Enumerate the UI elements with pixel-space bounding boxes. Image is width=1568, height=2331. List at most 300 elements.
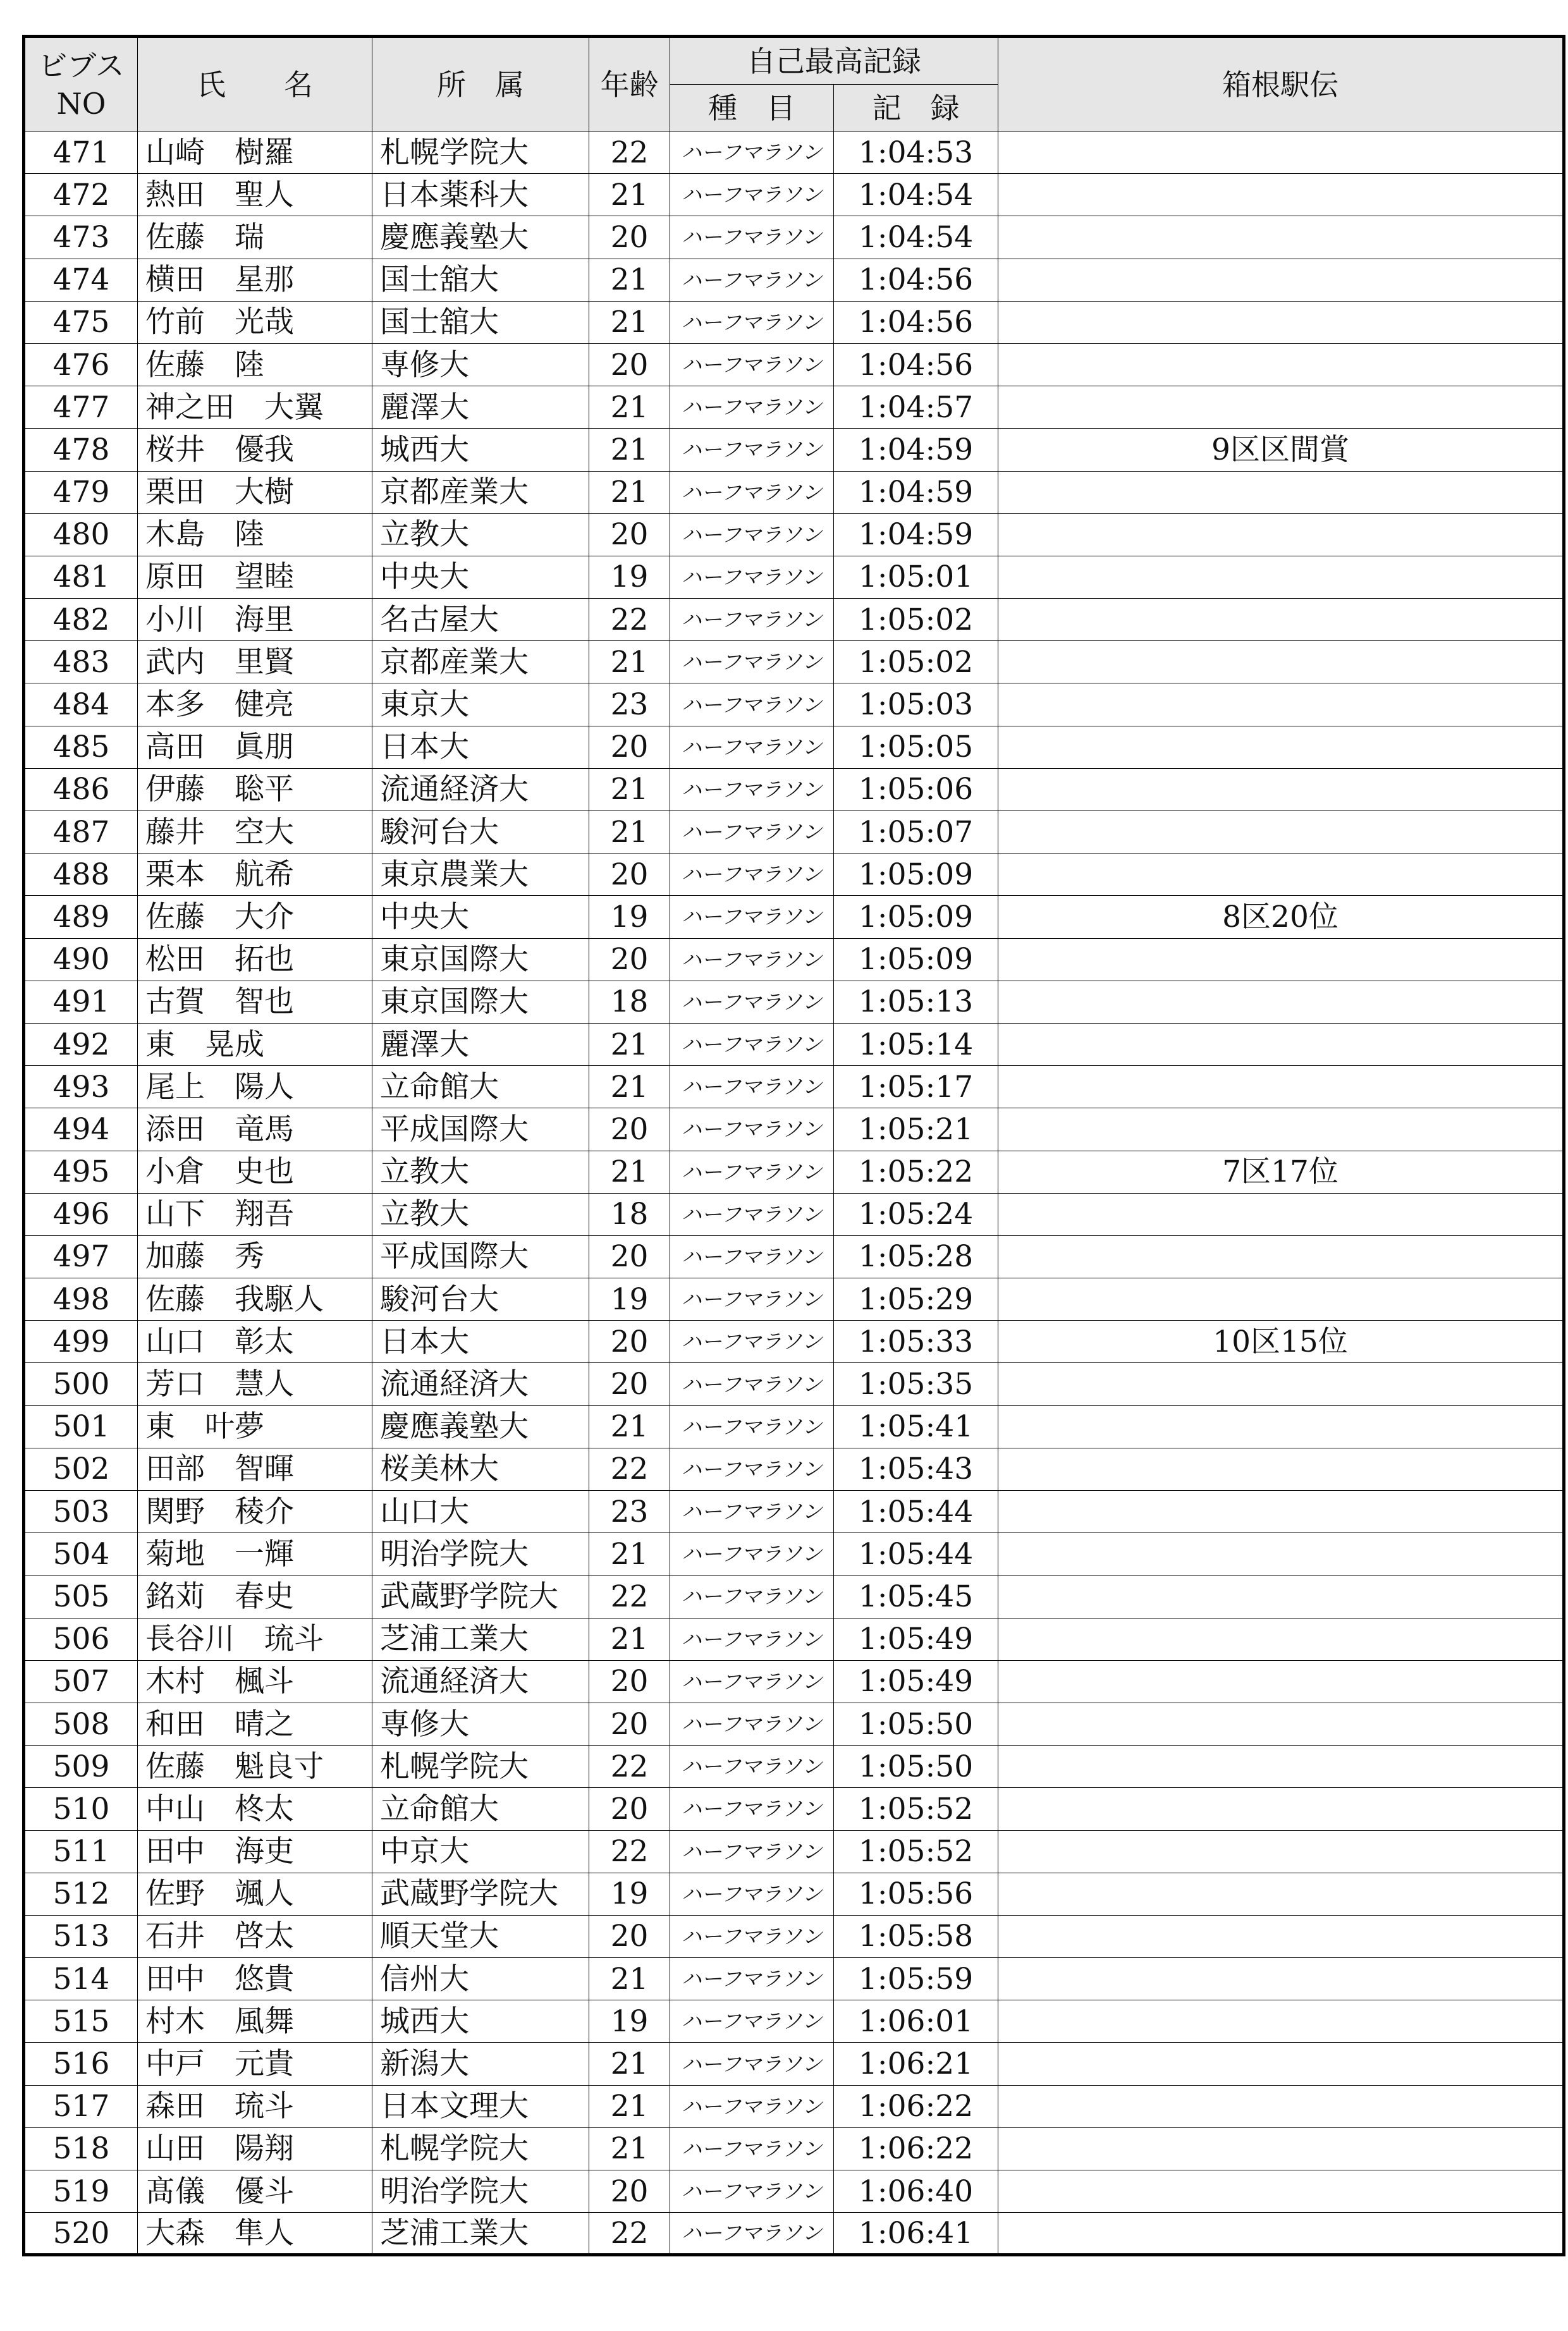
runner-affiliation: 流通経済大 — [372, 1660, 589, 1703]
table-row — [24, 513, 1564, 556]
runner-name: 芳口 慧人 — [138, 1363, 372, 1405]
bib-number: 495 — [24, 1151, 138, 1193]
runner-name: 藤井 空大 — [138, 811, 372, 853]
runner-name: 尾上 陽人 — [138, 1066, 372, 1108]
best-record-time: 1:05:50 — [834, 1703, 998, 1745]
bib-number: 489 — [24, 896, 138, 938]
best-record-event: ハーフマラソン — [670, 1618, 834, 1660]
table-row — [24, 2000, 1564, 2043]
table-row — [24, 1405, 1564, 1448]
bib-number: 507 — [24, 1660, 138, 1703]
runner-name: 佐藤 我駆人 — [138, 1278, 372, 1321]
bib-number: 479 — [24, 471, 138, 513]
table-row — [24, 1023, 1564, 1065]
bib-number: 517 — [24, 2085, 138, 2127]
best-record-time: 1:05:24 — [834, 1193, 998, 1235]
table-row — [24, 1278, 1564, 1321]
runner-affiliation: 順天堂大 — [372, 1915, 589, 1957]
bib-number: 483 — [24, 641, 138, 683]
runner-name: 添田 竜馬 — [138, 1108, 372, 1151]
hakone-result — [998, 132, 1564, 174]
runner-affiliation: 城西大 — [372, 2000, 589, 2043]
header-name: 氏 名 — [138, 37, 372, 132]
best-record-time: 1:06:01 — [834, 2000, 998, 2043]
runner-age: 21 — [589, 2127, 670, 2170]
runner-affiliation: 札幌学院大 — [372, 2127, 589, 2170]
runner-age: 19 — [589, 556, 670, 598]
table-row — [24, 2043, 1564, 2085]
runner-age: 19 — [589, 1873, 670, 1915]
table-row — [24, 1193, 1564, 1235]
best-record-time: 1:05:03 — [834, 683, 998, 726]
bib-number: 492 — [24, 1023, 138, 1065]
runner-affiliation: 山口大 — [372, 1491, 589, 1533]
runner-name: 竹前 光哉 — [138, 301, 372, 343]
table-row — [24, 1660, 1564, 1703]
runner-affiliation: 専修大 — [372, 343, 589, 386]
runner-affiliation: 立命館大 — [372, 1788, 589, 1830]
hakone-result — [998, 386, 1564, 429]
hakone-result — [998, 1193, 1564, 1235]
runner-affiliation: 芝浦工業大 — [372, 2213, 589, 2255]
hakone-result — [998, 1788, 1564, 1830]
bib-number: 506 — [24, 1618, 138, 1660]
runner-affiliation: 信州大 — [372, 1958, 589, 2000]
runner-name: 山口 彰太 — [138, 1321, 372, 1363]
table-row — [24, 2213, 1564, 2255]
header-no-label: NO — [56, 86, 106, 121]
hakone-result — [998, 599, 1564, 641]
runner-age: 20 — [589, 853, 670, 896]
hakone-result — [998, 1575, 1564, 1618]
runner-affiliation: 日本薬科大 — [372, 174, 589, 216]
hakone-result: 8区20位 — [998, 896, 1564, 938]
best-record-time: 1:05:21 — [834, 1108, 998, 1151]
runner-name: 山田 陽翔 — [138, 2127, 372, 2170]
runner-name: 松田 拓也 — [138, 938, 372, 981]
runner-affiliation: 麗澤大 — [372, 1023, 589, 1065]
bib-number: 519 — [24, 2170, 138, 2213]
bib-number: 481 — [24, 556, 138, 598]
runner-affiliation: 中央大 — [372, 896, 589, 938]
best-record-event: ハーフマラソン — [670, 981, 834, 1023]
best-record-time: 1:05:29 — [834, 1278, 998, 1321]
best-record-event: ハーフマラソン — [670, 1660, 834, 1703]
runner-affiliation: 東京農業大 — [372, 853, 589, 896]
runner-affiliation: 武蔵野学院大 — [372, 1575, 589, 1618]
best-record-event: ハーフマラソン — [670, 301, 834, 343]
best-record-event: ハーフマラソン — [670, 1746, 834, 1788]
table-row — [24, 938, 1564, 981]
table-row — [24, 556, 1564, 598]
hakone-result — [998, 1915, 1564, 1957]
runner-name: 古賀 智也 — [138, 981, 372, 1023]
best-record-time: 1:05:13 — [834, 981, 998, 1023]
best-record-event: ハーフマラソン — [670, 1151, 834, 1193]
runner-age: 21 — [589, 641, 670, 683]
header-age: 年齢 — [589, 37, 670, 132]
bib-number: 471 — [24, 132, 138, 174]
best-record-time: 1:04:57 — [834, 386, 998, 429]
runner-affiliation: 芝浦工業大 — [372, 1618, 589, 1660]
runner-affiliation: 立教大 — [372, 1193, 589, 1235]
bib-number: 494 — [24, 1108, 138, 1151]
best-record-event: ハーフマラソン — [670, 2127, 834, 2170]
bib-number: 520 — [24, 2213, 138, 2255]
best-record-time: 1:05:05 — [834, 726, 998, 768]
table-row — [24, 1873, 1564, 1915]
runner-name: 佐藤 大介 — [138, 896, 372, 938]
hakone-result — [998, 726, 1564, 768]
runner-name: 石井 啓太 — [138, 1915, 372, 1957]
best-record-event: ハーフマラソン — [670, 2000, 834, 2043]
runner-affiliation: 専修大 — [372, 1703, 589, 1745]
bib-number: 498 — [24, 1278, 138, 1321]
runner-affiliation: 立教大 — [372, 1151, 589, 1193]
runner-age: 20 — [589, 1363, 670, 1405]
runner-affiliation: 東京国際大 — [372, 938, 589, 981]
table-row — [24, 471, 1564, 513]
hakone-result — [998, 301, 1564, 343]
hakone-result — [998, 1958, 1564, 2000]
hakone-result — [998, 1746, 1564, 1788]
runner-name: 熱田 聖人 — [138, 174, 372, 216]
best-record-time: 1:04:56 — [834, 343, 998, 386]
best-record-event: ハーフマラソン — [670, 1321, 834, 1363]
best-record-time: 1:04:54 — [834, 174, 998, 216]
runner-name: 高田 眞朋 — [138, 726, 372, 768]
best-record-time: 1:05:50 — [834, 1746, 998, 1788]
bib-number: 475 — [24, 301, 138, 343]
hakone-result — [998, 216, 1564, 259]
hakone-result — [998, 1363, 1564, 1405]
runner-affiliation: 日本文理大 — [372, 2085, 589, 2127]
best-record-time: 1:05:28 — [834, 1235, 998, 1278]
table-row — [24, 343, 1564, 386]
best-record-time: 1:04:54 — [834, 216, 998, 259]
runner-name: 長谷川 琉斗 — [138, 1618, 372, 1660]
best-record-time: 1:06:41 — [834, 2213, 998, 2255]
best-record-time: 1:04:59 — [834, 513, 998, 556]
runner-affiliation: 平成国際大 — [372, 1235, 589, 1278]
best-record-event: ハーフマラソン — [670, 386, 834, 429]
best-record-event: ハーフマラソン — [670, 1491, 834, 1533]
runner-name: 関野 稜介 — [138, 1491, 372, 1533]
bib-number: 502 — [24, 1448, 138, 1490]
hakone-result — [998, 768, 1564, 811]
runner-name: 木村 楓斗 — [138, 1660, 372, 1703]
best-record-event: ハーフマラソン — [670, 1405, 834, 1448]
runner-name: 武内 里賢 — [138, 641, 372, 683]
table-row — [24, 259, 1564, 301]
best-record-time: 1:05:17 — [834, 1066, 998, 1108]
runner-name: 山下 翔吾 — [138, 1193, 372, 1235]
runner-name: 栗田 大樹 — [138, 471, 372, 513]
runner-affiliation: 麗澤大 — [372, 386, 589, 429]
hakone-result — [998, 641, 1564, 683]
best-record-event: ハーフマラソン — [670, 1703, 834, 1745]
runner-age: 22 — [589, 2213, 670, 2255]
best-record-time: 1:04:56 — [834, 259, 998, 301]
table-row — [24, 853, 1564, 896]
runner-age: 18 — [589, 1193, 670, 1235]
table-row — [24, 1491, 1564, 1533]
runner-name: 佐野 颯人 — [138, 1873, 372, 1915]
runner-affiliation: 中京大 — [372, 1830, 589, 1873]
runner-age: 21 — [589, 259, 670, 301]
runner-name: 大森 隼人 — [138, 2213, 372, 2255]
best-record-time: 1:05:01 — [834, 556, 998, 598]
best-record-event: ハーフマラソン — [670, 641, 834, 683]
bib-number: 504 — [24, 1533, 138, 1575]
table-row — [24, 1788, 1564, 1830]
best-record-event: ハーフマラソン — [670, 132, 834, 174]
bib-number: 510 — [24, 1788, 138, 1830]
header-bib-no — [24, 37, 138, 132]
runner-affiliation: 平成国際大 — [372, 1108, 589, 1151]
best-record-event: ハーフマラソン — [670, 1193, 834, 1235]
table-row — [24, 429, 1564, 471]
hakone-result — [998, 513, 1564, 556]
bib-number: 509 — [24, 1746, 138, 1788]
bib-number: 482 — [24, 599, 138, 641]
runner-age: 20 — [589, 343, 670, 386]
runner-age: 20 — [589, 2170, 670, 2213]
runner-age: 21 — [589, 1405, 670, 1448]
runner-age: 21 — [589, 429, 670, 471]
runner-age: 21 — [589, 1958, 670, 2000]
hakone-result — [998, 1278, 1564, 1321]
best-record-event: ハーフマラソン — [670, 1108, 834, 1151]
runner-affiliation: 桜美林大 — [372, 1448, 589, 1490]
best-record-time: 1:05:44 — [834, 1491, 998, 1533]
runner-age: 21 — [589, 301, 670, 343]
hakone-result — [998, 1533, 1564, 1575]
entry-list-table — [22, 35, 1565, 2256]
table-row — [24, 1533, 1564, 1575]
best-record-event: ハーフマラソン — [670, 429, 834, 471]
best-record-event: ハーフマラソン — [670, 471, 834, 513]
runner-age: 21 — [589, 386, 670, 429]
best-record-event: ハーフマラソン — [670, 683, 834, 726]
bib-number: 474 — [24, 259, 138, 301]
runner-age: 22 — [589, 1830, 670, 1873]
hakone-result — [998, 1405, 1564, 1448]
runner-name: 田中 悠貴 — [138, 1958, 372, 2000]
bib-number: 476 — [24, 343, 138, 386]
hakone-result — [998, 1618, 1564, 1660]
best-record-event: ハーフマラソン — [670, 938, 834, 981]
runner-affiliation: 明治学院大 — [372, 1533, 589, 1575]
best-record-time: 1:05:33 — [834, 1321, 998, 1363]
table-row — [24, 726, 1564, 768]
best-record-event: ハーフマラソン — [670, 726, 834, 768]
hakone-result — [998, 938, 1564, 981]
table-row — [24, 1915, 1564, 1957]
table-row — [24, 2085, 1564, 2127]
bib-number: 508 — [24, 1703, 138, 1745]
runner-age: 21 — [589, 2043, 670, 2085]
bib-number: 484 — [24, 683, 138, 726]
runner-age: 20 — [589, 1915, 670, 1957]
runner-affiliation: 立命館大 — [372, 1066, 589, 1108]
bib-number: 487 — [24, 811, 138, 853]
table-row — [24, 386, 1564, 429]
table-row — [24, 1108, 1564, 1151]
table-row — [24, 1235, 1564, 1278]
runner-name: 村木 風舞 — [138, 2000, 372, 2043]
runner-affiliation: 駿河台大 — [372, 811, 589, 853]
runner-name: 佐藤 陸 — [138, 343, 372, 386]
hakone-result — [998, 853, 1564, 896]
hakone-result — [998, 1491, 1564, 1533]
runner-name: 神之田 大翼 — [138, 386, 372, 429]
table-row — [24, 2170, 1564, 2213]
bib-number: 516 — [24, 2043, 138, 2085]
runner-name: 小川 海里 — [138, 599, 372, 641]
hakone-result — [998, 1448, 1564, 1490]
hakone-result — [998, 2043, 1564, 2085]
runner-affiliation: 立教大 — [372, 513, 589, 556]
hakone-result — [998, 981, 1564, 1023]
best-record-time: 1:05:41 — [834, 1405, 998, 1448]
runner-affiliation: 札幌学院大 — [372, 132, 589, 174]
best-record-time: 1:05:35 — [834, 1363, 998, 1405]
best-record-time: 1:05:09 — [834, 938, 998, 981]
best-record-time: 1:04:53 — [834, 132, 998, 174]
best-record-event: ハーフマラソン — [670, 1066, 834, 1108]
runner-age: 20 — [589, 513, 670, 556]
bib-number: 490 — [24, 938, 138, 981]
best-record-time: 1:05:02 — [834, 599, 998, 641]
table-row — [24, 216, 1564, 259]
hakone-result — [998, 343, 1564, 386]
runner-affiliation: 国士舘大 — [372, 259, 589, 301]
best-record-event: ハーフマラソン — [670, 853, 834, 896]
best-record-time: 1:05:43 — [834, 1448, 998, 1490]
best-record-time: 1:05:59 — [834, 1958, 998, 2000]
table-row — [24, 1746, 1564, 1788]
best-record-event: ハーフマラソン — [670, 1363, 834, 1405]
bib-number: 486 — [24, 768, 138, 811]
runner-name: 桜井 優我 — [138, 429, 372, 471]
bib-number: 513 — [24, 1915, 138, 1957]
hakone-result — [998, 1703, 1564, 1745]
runner-affiliation: 名古屋大 — [372, 599, 589, 641]
runner-affiliation: 新潟大 — [372, 2043, 589, 2085]
best-record-time: 1:05:06 — [834, 768, 998, 811]
best-record-event: ハーフマラソン — [670, 343, 834, 386]
best-record-time: 1:05:07 — [834, 811, 998, 853]
table-row — [24, 1575, 1564, 1618]
bib-number: 499 — [24, 1321, 138, 1363]
best-record-time: 1:04:56 — [834, 301, 998, 343]
hakone-result — [998, 471, 1564, 513]
runner-affiliation: 京都産業大 — [372, 471, 589, 513]
best-record-event: ハーフマラソン — [670, 2170, 834, 2213]
best-record-event: ハーフマラソン — [670, 1788, 834, 1830]
hakone-result — [998, 2127, 1564, 2170]
header-time: 記 録 — [834, 85, 998, 132]
runner-name: 加藤 秀 — [138, 1235, 372, 1278]
table-row — [24, 174, 1564, 216]
table-row — [24, 132, 1564, 174]
hakone-result — [998, 811, 1564, 853]
table-row — [24, 981, 1564, 1023]
hakone-result — [998, 259, 1564, 301]
best-record-time: 1:05:58 — [834, 1915, 998, 1957]
best-record-event: ハーフマラソン — [670, 2043, 834, 2085]
table-row — [24, 1830, 1564, 1873]
best-record-event: ハーフマラソン — [670, 556, 834, 598]
table-row — [24, 301, 1564, 343]
runner-age: 21 — [589, 1618, 670, 1660]
table-row — [24, 1321, 1564, 1363]
bib-number: 485 — [24, 726, 138, 768]
runner-name: 髙儀 優斗 — [138, 2170, 372, 2213]
header-event: 種 目 — [670, 85, 834, 132]
best-record-event: ハーフマラソン — [670, 174, 834, 216]
best-record-event: ハーフマラソン — [670, 768, 834, 811]
best-record-time: 1:05:09 — [834, 853, 998, 896]
best-record-event: ハーフマラソン — [670, 811, 834, 853]
runner-name: 佐藤 瑞 — [138, 216, 372, 259]
runner-name: 小倉 史也 — [138, 1151, 372, 1193]
best-record-time: 1:05:52 — [834, 1788, 998, 1830]
bib-number: 473 — [24, 216, 138, 259]
table-body — [24, 132, 1564, 2255]
bib-number: 503 — [24, 1491, 138, 1533]
bib-number: 493 — [24, 1066, 138, 1108]
best-record-time: 1:04:59 — [834, 471, 998, 513]
best-record-time: 1:05:09 — [834, 896, 998, 938]
runner-name: 菊地 一輝 — [138, 1533, 372, 1575]
runner-age: 22 — [589, 1448, 670, 1490]
header-hakone: 箱根駅伝 — [998, 37, 1564, 132]
runner-age: 18 — [589, 981, 670, 1023]
table-row — [24, 1618, 1564, 1660]
runner-affiliation: 国士舘大 — [372, 301, 589, 343]
runner-age: 22 — [589, 1746, 670, 1788]
runner-affiliation: 中央大 — [372, 556, 589, 598]
best-record-time: 1:04:59 — [834, 429, 998, 471]
runner-affiliation: 城西大 — [372, 429, 589, 471]
table-row — [24, 1066, 1564, 1108]
table-row — [24, 641, 1564, 683]
table-row — [24, 2127, 1564, 2170]
bib-number: 491 — [24, 981, 138, 1023]
runner-affiliation: 東京国際大 — [372, 981, 589, 1023]
header-bib-label: ビブス — [38, 48, 125, 83]
bib-number: 497 — [24, 1235, 138, 1278]
best-record-event: ハーフマラソン — [670, 599, 834, 641]
best-record-time: 1:05:14 — [834, 1023, 998, 1065]
best-record-event: ハーフマラソン — [670, 1278, 834, 1321]
hakone-result — [998, 556, 1564, 598]
table-row — [24, 768, 1564, 811]
best-record-event: ハーフマラソン — [670, 1830, 834, 1873]
runner-age: 21 — [589, 1533, 670, 1575]
bib-number: 477 — [24, 386, 138, 429]
runner-name: 山崎 樹羅 — [138, 132, 372, 174]
runner-age: 21 — [589, 2085, 670, 2127]
table-row — [24, 811, 1564, 853]
bib-number: 518 — [24, 2127, 138, 2170]
best-record-event: ハーフマラソン — [670, 1873, 834, 1915]
runner-age: 20 — [589, 216, 670, 259]
table-row — [24, 1363, 1564, 1405]
runner-age: 22 — [589, 132, 670, 174]
